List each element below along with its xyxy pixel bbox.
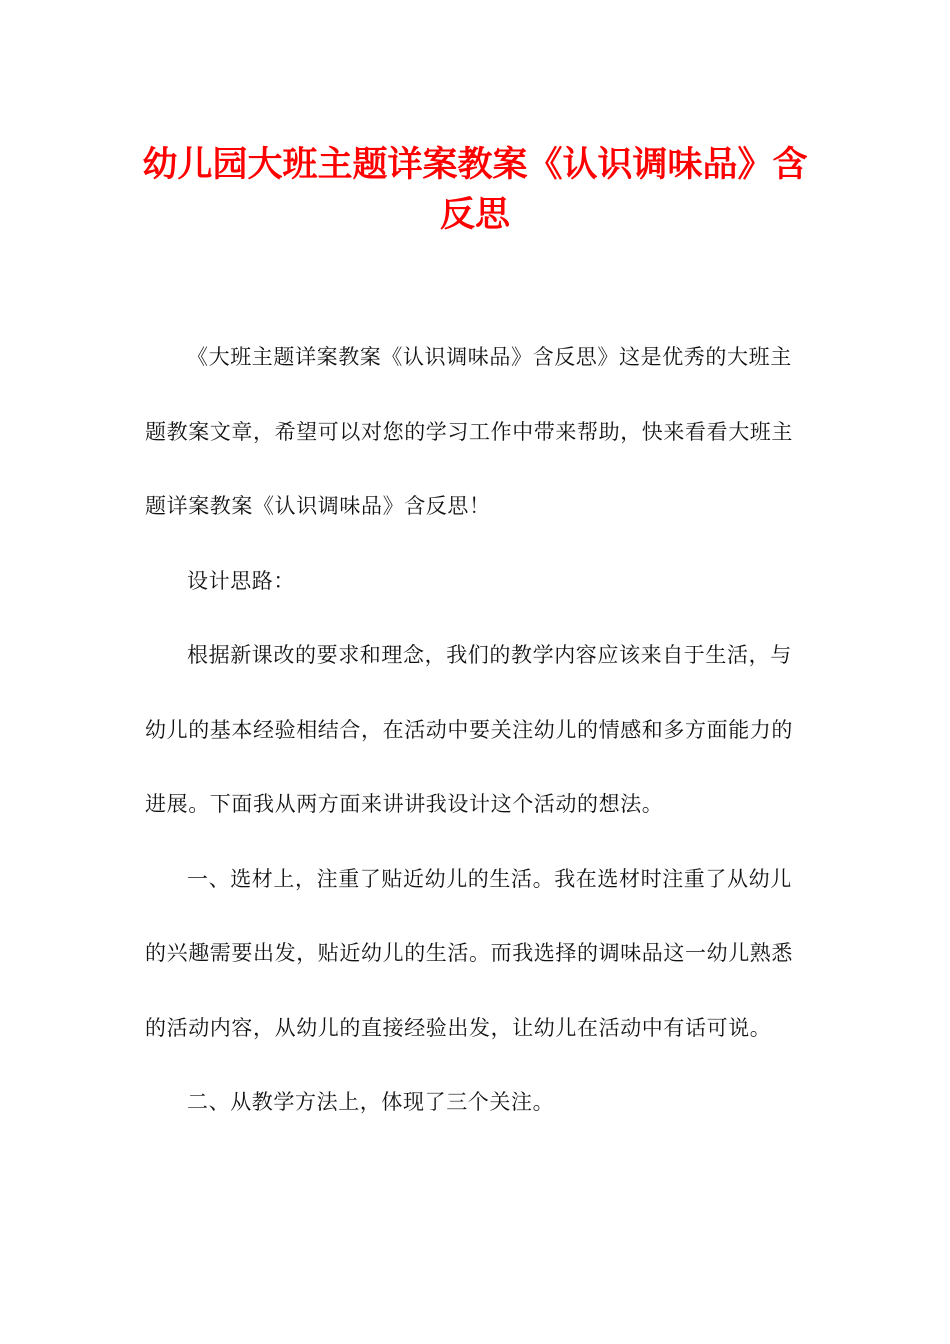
paragraph-material-selection: 一、选材上，注重了贴近幼儿的生活。我在选材时注重了从幼儿的兴趣需要出发，贴近幼儿的生活。而我选择的调味品这一幼儿熟悉的活动内容，从幼儿的直接经验出发，让幼儿在活动中有话可说。 (145, 866, 793, 1040)
document-body (145, 320, 797, 1140)
paragraph-design-heading: 设计思路： (187, 568, 295, 593)
paragraph-teaching-method: 二、从教学方法上，体现了三个关注。 (187, 1090, 555, 1114)
paragraph-intro: 《大班主题详案教案《认识调味品》含反思》这是优秀的大班主题教案文章，希望可以对您的学习工作中带来帮助，快来看看大班主题详案教案《认识调味品》含反思！ (145, 345, 793, 518)
paragraph-design-rationale: 根据新课改的要求和理念，我们的教学内容应该来自于生活，与幼儿的基本经验相结合，在活动中要关注幼儿的情感和多方面能力的进展。下面我从两方面来讲讲我设计这个活动的想法。 (145, 643, 793, 816)
document-title: 幼儿园大班主题详案教案《认识调味品》含反思 (142, 145, 808, 235)
